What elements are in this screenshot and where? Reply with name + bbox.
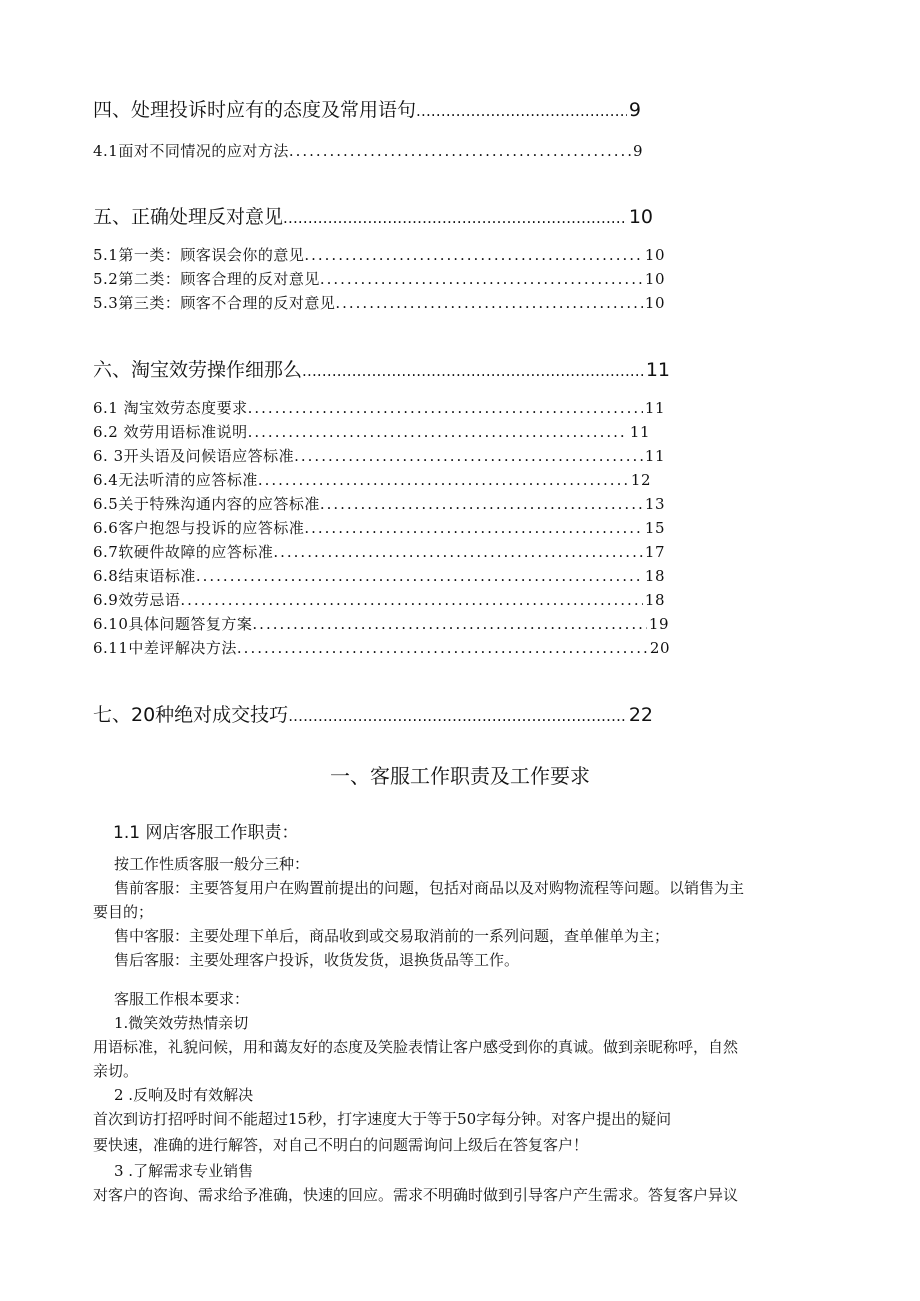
toc-leader bbox=[248, 399, 643, 417]
toc-page: 18 bbox=[644, 591, 665, 609]
toc-title: 5.2第二类：顾客合理的反对意见 bbox=[93, 270, 320, 288]
toc-entry-6-4[interactable] bbox=[93, 469, 651, 490]
toc-leader bbox=[288, 707, 627, 725]
toc-title: 6.5关于特殊沟通内容的应答标准 bbox=[93, 495, 320, 513]
paragraph: 要目的； bbox=[93, 903, 154, 921]
toc-entry-6-8[interactable] bbox=[93, 565, 665, 586]
paragraph: 按工作性质客服一般分三种： bbox=[114, 855, 310, 873]
toc-page: 10 bbox=[644, 270, 665, 288]
toc-page: 22 bbox=[628, 704, 653, 726]
paragraph: 售前客服：主要答复用户在购置前提出的问题，包括对商品以及对购物流程等问题。以销售为主 bbox=[114, 879, 745, 897]
toc-page: 12 bbox=[630, 471, 651, 489]
toc-entry-6-3[interactable] bbox=[93, 445, 665, 466]
toc-page: 11 bbox=[644, 399, 665, 417]
toc-title: 6.10具体问题答复方案 bbox=[93, 615, 253, 633]
toc-leader bbox=[248, 423, 628, 441]
toc-entry-6-9[interactable] bbox=[93, 589, 665, 610]
section-heading: 一、客服工作职责及工作要求 bbox=[330, 764, 590, 788]
toc-title: 6.6客户抱怨与投诉的应答标准 bbox=[93, 519, 305, 537]
paragraph: 售后客服：主要处理客户投诉，收货发货，退换货品等工作。 bbox=[114, 951, 520, 969]
toc-entry-section-4[interactable] bbox=[93, 95, 641, 122]
toc-entry-5-1[interactable] bbox=[93, 244, 665, 265]
toc-entry-6-11[interactable] bbox=[93, 637, 670, 658]
toc-page: 11 bbox=[644, 447, 665, 465]
toc-title: 5.1第一类：顾客误会你的意见 bbox=[93, 246, 305, 264]
list-item-title: 3 .了解需求专业销售 bbox=[114, 1162, 254, 1180]
toc-page: 10 bbox=[644, 294, 665, 312]
toc-title: 6.11中差评解决方法 bbox=[93, 639, 237, 657]
toc-page: 10 bbox=[628, 206, 653, 228]
paragraph: 客服工作根本要求： bbox=[114, 990, 250, 1008]
toc-leader bbox=[258, 471, 629, 489]
paragraph: 要快速，准确的进行解答，对自己不明白的问题需询问上级后在答复客户！ bbox=[93, 1136, 589, 1154]
toc-page: 11 bbox=[629, 423, 650, 441]
toc-title: 6.7软硬件故障的应答标准 bbox=[93, 543, 274, 561]
toc-title: 七、20种绝对成交技巧 bbox=[93, 704, 289, 726]
toc-entry-6-5[interactable] bbox=[93, 493, 665, 514]
toc-entry-6-1[interactable] bbox=[93, 397, 665, 418]
toc-leader bbox=[335, 294, 643, 312]
toc-entry-6-7[interactable] bbox=[93, 541, 665, 562]
toc-leader bbox=[180, 591, 643, 609]
toc-page: 13 bbox=[644, 495, 665, 513]
toc-page: 9 bbox=[628, 99, 641, 121]
toc-page: 11 bbox=[645, 359, 670, 381]
toc-entry-6-2[interactable] bbox=[93, 421, 650, 442]
paragraph: 首次到访打招呼时间不能超过15秒，打字速度大于等于50字每分钟。对客户提出的疑问 bbox=[93, 1110, 672, 1128]
toc-page: 20 bbox=[649, 639, 670, 657]
paragraph: 用语标准，礼貌问候，用和蔼友好的态度及笑脸表情让客户感受到你的真诚。做到亲昵称呼，自然 bbox=[93, 1038, 739, 1056]
toc-page: 10 bbox=[644, 246, 665, 264]
toc-title: 6. 3开头语及问候语应答标准 bbox=[93, 447, 295, 465]
toc-entry-5-3[interactable] bbox=[93, 292, 665, 313]
toc-page: 18 bbox=[644, 567, 665, 585]
toc-title: 5.3第三类：顾客不合理的反对意见 bbox=[93, 294, 336, 312]
toc-leader bbox=[320, 270, 643, 288]
toc-title: 4.1面对不同情况的应对方法 bbox=[93, 142, 289, 160]
toc-page: 15 bbox=[644, 519, 665, 537]
toc-leader bbox=[304, 519, 643, 537]
toc-leader bbox=[304, 246, 643, 264]
paragraph: 对客户的咨询、需求给予准确，快速的回应。需求不明确时做到引导客户产生需求。答复客户异议 bbox=[93, 1186, 739, 1204]
toc-title: 五、正确处理反对意见 bbox=[93, 206, 284, 228]
toc-page: 17 bbox=[644, 543, 665, 561]
list-item-title: 2 .反响及时有效解决 bbox=[114, 1086, 254, 1104]
toc-leader bbox=[196, 567, 643, 585]
toc-title: 6.4无法听清的应答标准 bbox=[93, 471, 258, 489]
toc-entry-section-6[interactable] bbox=[93, 355, 670, 382]
toc-leader bbox=[273, 543, 643, 561]
paragraph: 售中客服：主要处理下单后，商品收到或交易取消前的一系列问题，查单催单为主； bbox=[114, 927, 670, 945]
toc-leader bbox=[237, 639, 648, 657]
subsection-heading: 1.1 网店客服工作职责： bbox=[113, 823, 299, 843]
toc-leader bbox=[302, 362, 644, 380]
list-item-title: 1.微笑效劳热情亲切 bbox=[114, 1014, 249, 1032]
toc-title: 6.1 淘宝效劳态度要求 bbox=[93, 399, 248, 417]
toc-leader bbox=[294, 447, 643, 465]
toc-entry-section-7[interactable] bbox=[93, 700, 653, 727]
paragraph: 亲切。 bbox=[93, 1062, 139, 1080]
toc-title: 四、处理投诉时应有的态度及常用语句 bbox=[93, 99, 417, 121]
toc-leader bbox=[283, 209, 627, 227]
toc-leader bbox=[252, 615, 647, 633]
toc-page: 19 bbox=[648, 615, 669, 633]
toc-entry-6-10[interactable] bbox=[93, 613, 669, 634]
toc-title: 6.8结束语标准 bbox=[93, 567, 196, 585]
toc-leader bbox=[416, 102, 627, 120]
toc-page: 9 bbox=[632, 142, 643, 160]
toc-title: 6.2 效劳用语标准说明 bbox=[93, 423, 248, 441]
toc-title: 六、淘宝效劳操作细那么 bbox=[93, 359, 303, 381]
toc-title: 6.9效劳忌语 bbox=[93, 591, 181, 609]
toc-entry-6-6[interactable] bbox=[93, 517, 665, 538]
toc-leader bbox=[320, 495, 643, 513]
toc-entry-4-1[interactable] bbox=[93, 140, 643, 161]
toc-entry-5-2[interactable] bbox=[93, 268, 665, 289]
toc-leader bbox=[289, 142, 631, 160]
toc-entry-section-5[interactable] bbox=[93, 202, 653, 229]
